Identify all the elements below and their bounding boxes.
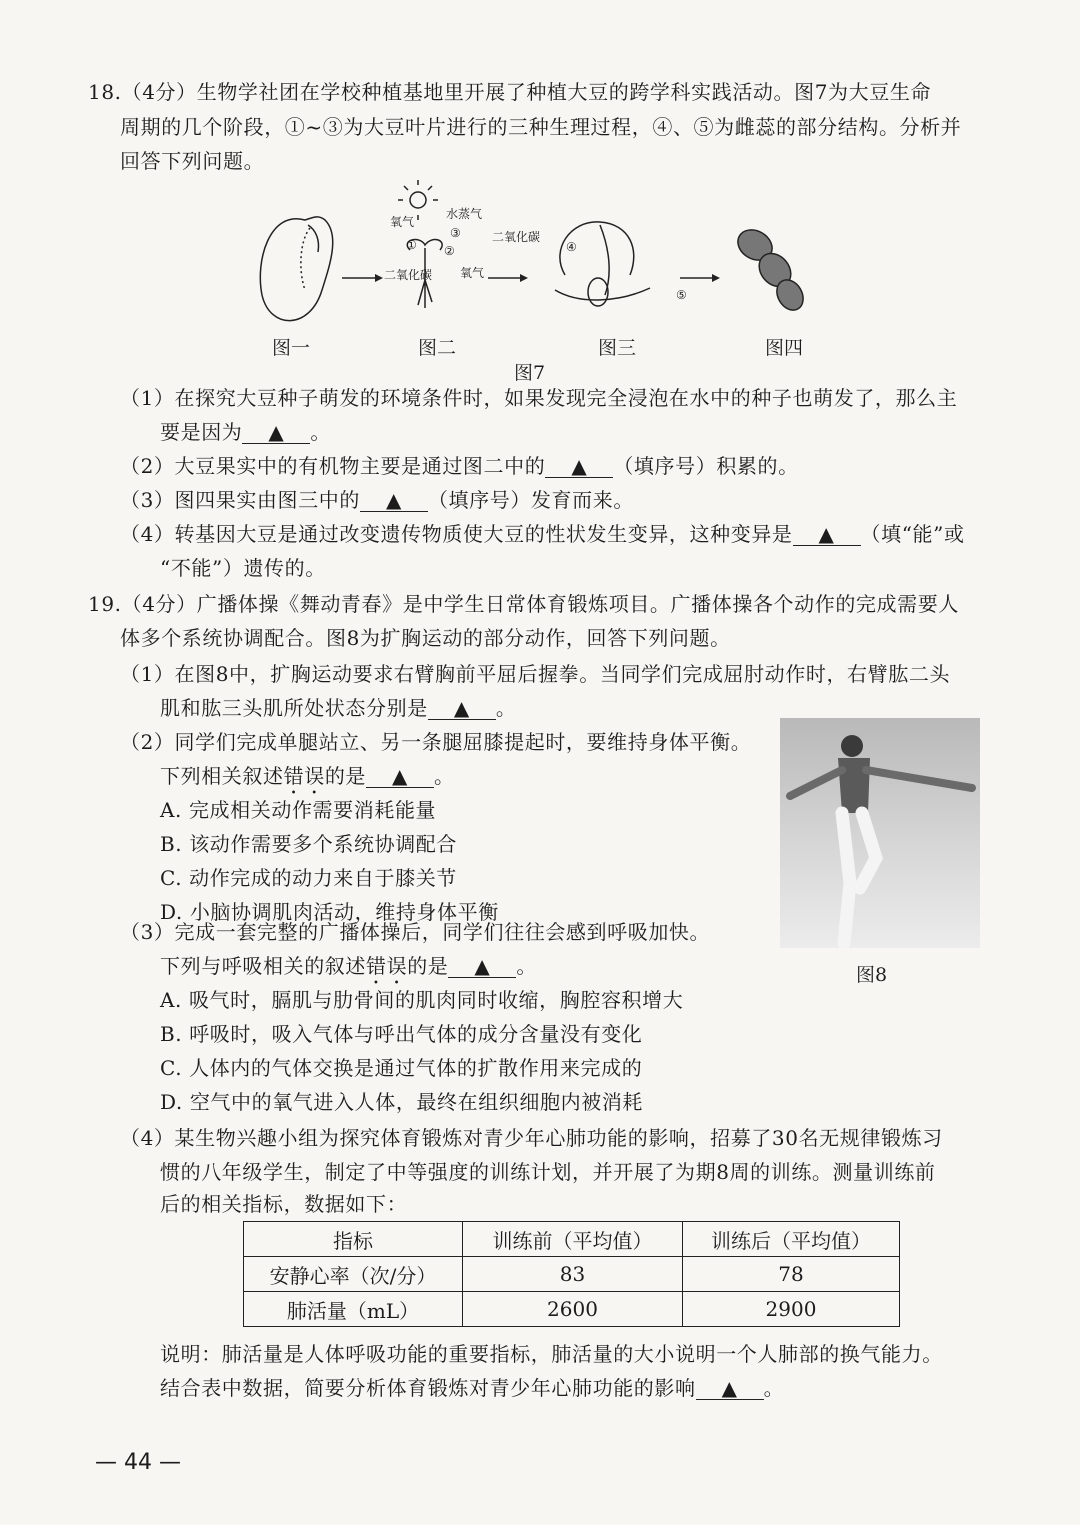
q18-stem-line3: 回答下列问题。 — [120, 149, 265, 173]
training-data-table — [243, 1221, 900, 1327]
table-header: 训练后（平均值） — [683, 1222, 900, 1257]
table-header-row — [244, 1222, 900, 1257]
person-figure — [780, 718, 980, 948]
label-process-2: ② — [444, 244, 455, 258]
figure-8-exercise-photo — [780, 718, 980, 948]
answer-blank[interactable]: ▲ — [428, 697, 496, 720]
table-row — [244, 1257, 900, 1292]
q18-stem-line2: 周期的几个阶段，①~③为大豆叶片进行的三种生理过程，④、⑤为雌蕊的部分结构。分析并 — [120, 115, 962, 139]
answer-blank[interactable]: ▲ — [545, 455, 613, 478]
q19-note: 说明：肺活量是人体呼吸功能的重要指标，肺活量的大小说明一个人肺部的换气能力。 — [160, 1342, 943, 1366]
label-co2-right: 二氧化碳 — [492, 230, 541, 244]
q18-part3: （3）图四果实由图三中的 ▲ （填序号）发育而来。 — [120, 488, 634, 512]
q19-part3-option-d: D. 空气中的氧气进入人体，最终在组织细胞内被消耗 — [160, 1090, 644, 1114]
q18-part1-line1: （1）在探究大豆种子萌发的环境条件时，如果发现完全浸泡在水中的种子也萌发了，那么主 — [120, 386, 958, 410]
q19-part3-option-a: A. 吸气时，膈肌与肋骨间的肌肉同时收缩，胸腔容积增大 — [160, 988, 684, 1012]
q19-part2-line1: （2）同学们完成单腿站立、另一条腿屈膝提起时，要维持身体平衡。 — [120, 730, 752, 754]
q19-part2-option-a: A. 完成相关动作需要消耗能量 — [160, 798, 437, 822]
label-structure-4: ④ — [566, 240, 577, 254]
label-structure-5: ⑤ — [676, 288, 687, 302]
panel-label-1: 图一 — [272, 337, 311, 359]
q19-part2-option-c: C. 动作完成的动力来自于膝关节 — [160, 866, 457, 890]
q19-part1-line1: （1）在图8中，扩胸运动要求右臂胸前平屈后握拳。当同学们完成屈肘动作时，右臂肱二头 — [120, 662, 951, 686]
q19-stem-line2: 体多个系统协调配合。图8为扩胸运动的部分动作，回答下列问题。 — [120, 626, 731, 650]
pod-drawing — [732, 224, 808, 315]
label-process-1: ① — [406, 238, 417, 252]
q18-part2: （2）大豆果实中的有机物主要是通过图二中的 ▲ （填序号）积累的。 — [120, 454, 799, 478]
page-number: — 44 — — [95, 1450, 181, 1475]
table-cell: 78 — [683, 1257, 900, 1292]
answer-blank[interactable]: ▲ — [242, 421, 310, 444]
figure-8-caption: 图8 — [856, 964, 888, 986]
q18-part4-line1: （4）转基因大豆是通过改变遗传物质使大豆的性状发生变异，这种变异是 ▲ （填“能”或 — [120, 522, 965, 546]
table-cell: 2600 — [463, 1292, 683, 1327]
figure-7-soybean-life-cycle — [250, 180, 830, 340]
q19-part3-option-c: C. 人体内的气体交换是通过气体的扩散作用来完成的 — [160, 1056, 643, 1080]
table-row — [244, 1292, 900, 1327]
seed-drawing — [260, 217, 332, 321]
table-cell: 2900 — [683, 1292, 900, 1327]
table-cell: 肺活量（mL） — [244, 1292, 463, 1327]
q19-part3-option-b: B. 呼吸时，吸入气体与呼出气体的成分含量没有变化 — [160, 1022, 643, 1046]
label-oxygen-bottom: 氧气 — [460, 266, 485, 280]
figure-7-caption: 图7 — [514, 362, 546, 384]
pistil-drawing — [555, 222, 650, 306]
answer-blank[interactable]: ▲ — [448, 955, 516, 978]
table-cell: 83 — [463, 1257, 683, 1292]
q19-part2-option-d: D. 小脑协调肌肉活动，维持身体平衡 — [160, 900, 499, 924]
q18-part1-line2: 要是因为 ▲ 。 — [160, 420, 332, 444]
panel-label-3: 图三 — [598, 337, 637, 359]
q18-part4-line2: “不能”）遗传的。 — [160, 556, 326, 580]
q19-part4-line1: （4）某生物兴趣小组为探究体育锻炼对青少年心肺功能的影响，招募了30名无规律锻炼习 — [120, 1126, 943, 1150]
seedling-drawing — [398, 180, 442, 308]
answer-blank[interactable]: ▲ — [793, 523, 861, 546]
q19-stem-line1: 19.（4分）广播体操《舞动青春》是中学生日常体育锻炼项目。广播体操各个动作的完成需要人 — [88, 592, 959, 616]
table-header: 指标 — [244, 1222, 463, 1257]
table-header: 训练前（平均值） — [463, 1222, 683, 1257]
q19-final-question: 结合表中数据，简要分析体育锻炼对青少年心肺功能的影响 ▲ 。 — [160, 1376, 785, 1400]
table-cell: 安静心率（次/分） — [244, 1257, 463, 1292]
q19-part2-line2: 下列相关叙述错误的是 ▲ 。 — [160, 764, 455, 788]
panel-label-4: 图四 — [765, 337, 804, 359]
answer-blank[interactable]: ▲ — [360, 489, 428, 512]
label-process-3: ③ — [450, 226, 461, 240]
q18-stem-line1: 18.（4分）生物学社团在学校种植基地里开展了种植大豆的跨学科实践活动。图7为大豆生命 — [88, 80, 932, 104]
q19-part3-line2: 下列与呼吸相关的叙述错误的是 ▲ 。 — [160, 954, 538, 978]
label-water-vapor: 水蒸气 — [446, 207, 483, 221]
answer-blank[interactable]: ▲ — [696, 1377, 764, 1400]
answer-blank[interactable]: ▲ — [366, 765, 434, 788]
panel-label-2: 图二 — [418, 337, 457, 359]
q19-part3-line1: （3）完成一套完整的广播体操后，同学们往往会感到呼吸加快。 — [120, 920, 711, 944]
q19-part4-line2: 惯的八年级学生，制定了中等强度的训练计划，并开展了为期8周的训练。测量训练前 — [160, 1160, 936, 1184]
q19-part2-option-b: B. 该动作需要多个系统协调配合 — [160, 832, 458, 856]
label-co2-bottom: 二氧化碳 — [384, 268, 433, 282]
label-oxygen-top: 氧气 — [390, 215, 415, 229]
q19-part1-line2: 肌和肱三头肌所处状态分别是 ▲ 。 — [160, 696, 517, 720]
q19-part4-line3: 后的相关指标，数据如下： — [160, 1192, 408, 1216]
